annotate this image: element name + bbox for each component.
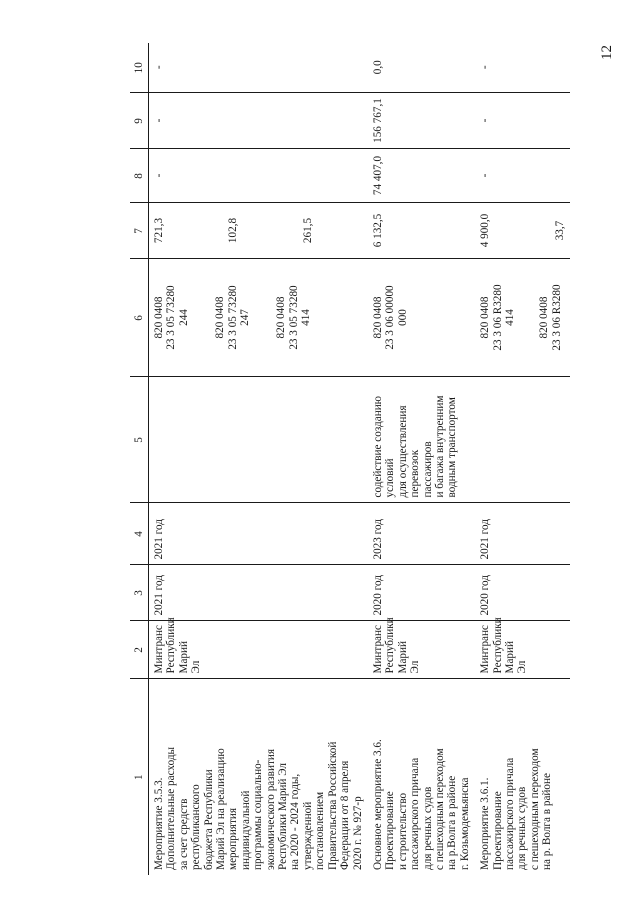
cell-amount-2020	[149, 203, 368, 259]
measure-name-line: на р.Волга в районе	[446, 775, 459, 870]
cell-amount-2023: -	[475, 43, 570, 93]
amount-spacer	[165, 208, 227, 254]
budget-code-line: 820 0408	[153, 296, 165, 339]
cell-amount-2023: 0,0	[368, 43, 475, 93]
result-line: пассажиров	[421, 441, 434, 498]
cell-amount-2021: -	[475, 149, 570, 203]
cell-measure-name	[475, 679, 570, 875]
budget-code-line: 23 3 06 R3280	[491, 284, 504, 351]
col-header-10: 10	[130, 43, 149, 93]
measure-name-line: индивидуальной	[239, 790, 252, 870]
cell-budget-code	[149, 259, 368, 377]
measure-name-line: с пешеходным переходом	[528, 748, 541, 870]
budget-code-line: 23 3 05 73280	[287, 285, 300, 350]
measure-name-line: Марий Эл на реализацию	[215, 748, 228, 870]
budget-code-line: 414	[503, 309, 516, 326]
measure-name-line: на р. Волга в районе	[541, 773, 554, 870]
result-line: и багажа внутренним	[433, 395, 446, 498]
budget-code-line: 000	[396, 309, 409, 326]
budget-code-line: 820 0408	[371, 296, 384, 339]
cell-amount-2020	[368, 203, 475, 259]
measure-name-line: экономического развития	[264, 749, 277, 870]
measure-name-line: республиканского	[190, 784, 203, 870]
result-line: водным транспортом	[446, 397, 459, 498]
cell-start-year: 2021 год	[149, 565, 368, 621]
executor-line: Республики	[491, 617, 504, 674]
cell-end-year: 2021 год	[475, 503, 570, 565]
result-line: для осуществления	[396, 405, 409, 498]
budget-code-line: 23 3 05 73280	[165, 285, 178, 350]
measure-name-line: 2020 г. № 927-р	[351, 796, 364, 870]
rotated-table-wrapper	[130, 43, 600, 875]
cell-executor	[475, 617, 570, 679]
col-header-8: 8	[130, 149, 149, 203]
cell-end-year: 2023 год	[368, 503, 475, 565]
budget-code-line: 820 0408	[214, 296, 227, 339]
measure-name-line: для речных судов	[516, 786, 529, 870]
amount-value: 721,3	[153, 217, 165, 244]
amount-spacer	[492, 208, 554, 254]
col-header-6: 6	[130, 259, 149, 377]
measure-name-line: бюджета Республики	[202, 769, 215, 870]
col-header-1: 1	[130, 679, 149, 875]
amount-value: 261,5	[301, 217, 314, 244]
cell-amount-2021: -	[149, 149, 368, 203]
measure-name-line: постановлением	[314, 791, 327, 870]
measure-name-line: г. Козьмодемьянска	[458, 777, 471, 870]
cell-executor	[368, 617, 475, 679]
executor-line: Марий Эл	[503, 641, 529, 674]
executor-line: Марий Эл	[177, 641, 203, 674]
measure-name-line: Основное мероприятие 3.6.	[371, 739, 384, 870]
result-line: содействие созданию	[371, 395, 384, 498]
budget-code-line: 244	[177, 309, 190, 326]
measure-name-line: Мероприятие 3.6.1.	[479, 777, 492, 870]
measure-name-line: пассажирского причала	[409, 757, 422, 870]
amount-spacer	[240, 208, 302, 254]
measure-name-line: с пешеходным переходом	[433, 748, 446, 870]
cell-amount-2023: -	[149, 43, 368, 93]
measure-name-line: Мероприятие 3.5.3.	[153, 777, 165, 870]
col-header-7: 7	[130, 203, 149, 259]
measure-name-line: и строительство	[396, 792, 409, 870]
measure-name-line: Федерации от 8 апреля	[339, 760, 352, 870]
header-row	[130, 43, 149, 875]
col-header-2: 2	[130, 621, 149, 679]
cell-start-year: 2020 год	[475, 565, 570, 621]
executor-line: Минтранс	[153, 625, 165, 674]
measure-name-line: Дополнительные расходы	[165, 746, 178, 870]
code-spacer	[516, 264, 538, 372]
budget-code-line: 23 3 06 R3280	[550, 284, 563, 351]
cell-measure-name	[149, 679, 368, 875]
measure-name-line: для речных судов	[421, 786, 434, 870]
cell-executor	[149, 617, 368, 679]
col-header-4: 4	[130, 503, 149, 565]
executor-line: Минтранс	[479, 625, 492, 674]
table-row	[149, 43, 368, 875]
col-header-9: 9	[130, 93, 149, 149]
budget-code-line: 23 3 06 00000	[384, 285, 397, 350]
col-header-3: 3	[130, 565, 149, 621]
result-line: перевозок	[409, 449, 422, 498]
cell-amount-2021: 74 407,0	[368, 149, 475, 203]
executor-line: Марий Эл	[396, 641, 422, 674]
measure-name-line: Проектирование	[384, 791, 397, 870]
budget-code-line: 820 0408	[275, 296, 288, 339]
col-header-5: 5	[130, 377, 149, 503]
executor-line: Республики	[384, 617, 397, 674]
cell-amount-2022: -	[149, 93, 368, 149]
budget-code-line: 820 0408	[479, 296, 492, 339]
budget-code-line: 247	[239, 309, 252, 326]
measure-name-line: утвержденной	[301, 801, 314, 870]
code-spacer	[251, 264, 275, 372]
measure-name-line: Правительства Российской	[326, 741, 339, 870]
budget-code-line: 23 3 05 73280	[226, 285, 239, 350]
cell-expected-result	[475, 377, 570, 503]
amount-value: 4 900,0	[479, 213, 492, 248]
table-row	[475, 43, 570, 875]
measure-name-line: Республики Марий Эл	[277, 762, 290, 870]
cell-measure-name	[368, 679, 475, 875]
budget-table	[130, 43, 570, 875]
measure-name-line: пассажирского причала	[503, 757, 516, 870]
cell-amount-2022: -	[475, 93, 570, 149]
budget-code-line: 414	[300, 309, 313, 326]
amount-value: 102,8	[227, 217, 240, 244]
table-row	[368, 43, 475, 875]
cell-amount-2022: 156 767,1	[368, 93, 475, 149]
budget-code-line: 820 0408	[538, 296, 551, 339]
executor-line: Республики	[165, 617, 178, 674]
measure-name-line: мероприятия	[227, 808, 240, 870]
cell-amount-2020	[475, 203, 570, 259]
cell-start-year: 2020 год	[368, 565, 475, 621]
result-line: условий	[384, 458, 397, 498]
cell-budget-code	[368, 259, 475, 377]
measure-name-line: Проектирование	[491, 791, 504, 870]
executor-line: Минтранс	[371, 625, 384, 674]
measure-name-line: за счет средств	[177, 798, 190, 870]
cell-end-year: 2021 год	[149, 503, 368, 565]
cell-budget-code	[475, 259, 570, 377]
measure-name-line: программы социально-	[252, 759, 265, 870]
measure-name-line: на 2020 - 2024 годы,	[289, 773, 302, 870]
cell-expected-result	[149, 377, 368, 503]
amount-value: 33,7	[553, 220, 566, 241]
amount-value: 6 132,5	[371, 213, 384, 248]
code-spacer	[190, 264, 214, 372]
cell-expected-result	[368, 377, 475, 503]
page-number: 12	[599, 45, 615, 60]
